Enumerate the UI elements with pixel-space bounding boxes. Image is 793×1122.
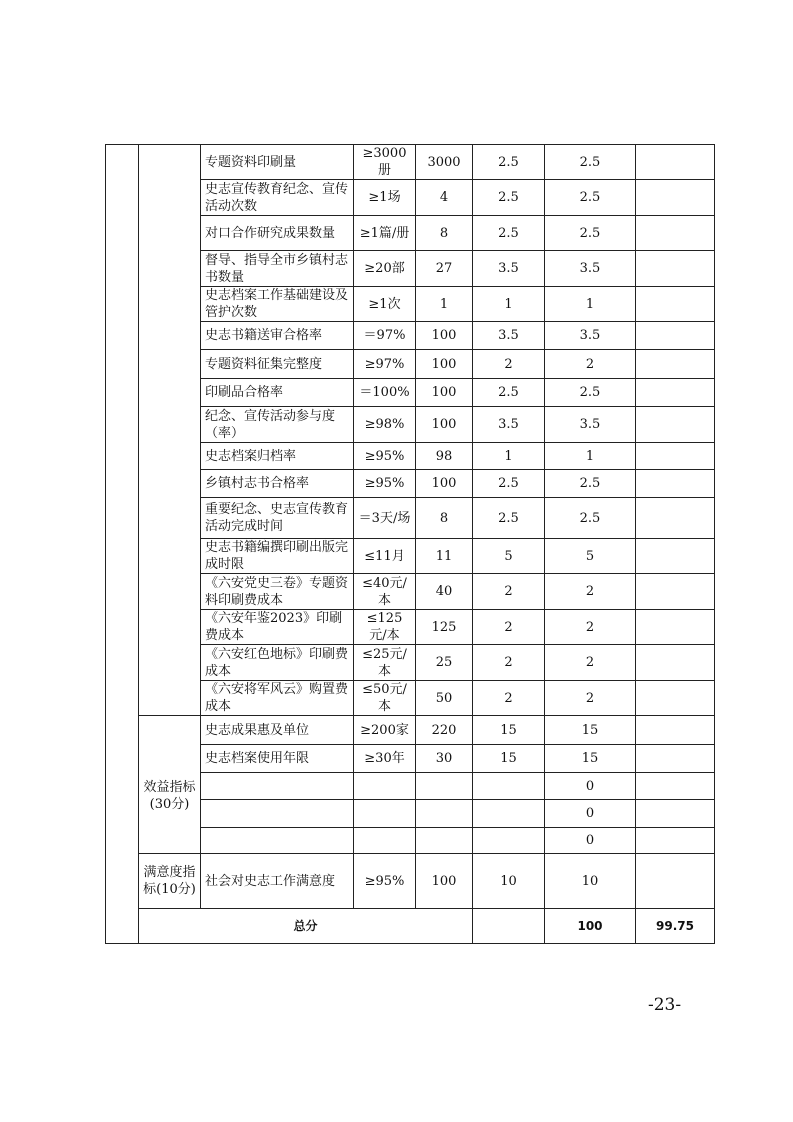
weight-value: 10 <box>473 854 545 909</box>
indicator-name: 《六安党史三卷》专题资料印刷费成本 <box>201 574 354 610</box>
score-value: 2 <box>545 610 636 645</box>
indicator-name: 史志档案工作基础建设及管护次数 <box>201 287 354 322</box>
actual-value: 100 <box>416 470 473 498</box>
total-row <box>106 909 715 944</box>
performance-table <box>105 144 715 944</box>
remark-cell <box>636 498 715 539</box>
score-value: 1 <box>545 443 636 470</box>
remark-cell <box>636 180 715 216</box>
actual-value: 100 <box>416 350 473 379</box>
target-value: ≥1次 <box>354 287 416 322</box>
actual-value <box>416 828 473 854</box>
remark-cell <box>636 681 715 716</box>
weight-value: 2 <box>473 574 545 610</box>
score-value: 5 <box>545 539 636 574</box>
weight-value: 5 <box>473 539 545 574</box>
remark-cell <box>636 854 715 909</box>
actual-value: 220 <box>416 716 473 745</box>
remark-cell <box>636 539 715 574</box>
remark-cell <box>636 322 715 350</box>
indicator-name: 史志宣传教育纪念、宣传活动次数 <box>201 180 354 216</box>
actual-value: 98 <box>416 443 473 470</box>
actual-value: 100 <box>416 322 473 350</box>
indicator-name: 《六安红色地标》印刷费成本 <box>201 645 354 681</box>
target-value: ＝97% <box>354 322 416 350</box>
score-value: 2 <box>545 350 636 379</box>
indicator-name: 对口合作研究成果数量 <box>201 216 354 251</box>
target-value: ≥95% <box>354 854 416 909</box>
target-value: ≥98% <box>354 407 416 443</box>
target-value: ≥95% <box>354 443 416 470</box>
target-value <box>354 800 416 828</box>
weight-value: 3.5 <box>473 407 545 443</box>
score-value: 1 <box>545 287 636 322</box>
actual-value: 27 <box>416 251 473 287</box>
actual-value: 125 <box>416 610 473 645</box>
target-value: ≤40元/本 <box>354 574 416 610</box>
score-value: 2 <box>545 645 636 681</box>
indicator-name: 史志档案归档率 <box>201 443 354 470</box>
indicator-name: 《六安年鉴2023》印刷费成本 <box>201 610 354 645</box>
weight-value: 1 <box>473 287 545 322</box>
indicator-name <box>201 828 354 854</box>
indicator-name: 纪念、宣传活动参与度（率） <box>201 407 354 443</box>
remark-cell <box>636 716 715 745</box>
remark-cell <box>636 773 715 800</box>
score-value: 2.5 <box>545 180 636 216</box>
target-value: ≤125元/本 <box>354 610 416 645</box>
target-value: ≥95% <box>354 470 416 498</box>
score-value: 2.5 <box>545 498 636 539</box>
score-value: 3.5 <box>545 407 636 443</box>
actual-value: 40 <box>416 574 473 610</box>
weight-value <box>473 828 545 854</box>
score-value: 0 <box>545 828 636 854</box>
indicator-name: 史志成果惠及单位 <box>201 716 354 745</box>
total-score: 99.75 <box>636 909 715 944</box>
target-value <box>354 773 416 800</box>
target-value: ≥1场 <box>354 180 416 216</box>
weight-value: 2.5 <box>473 498 545 539</box>
score-value: 2.5 <box>545 470 636 498</box>
indicator-name: 重要纪念、史志宣传教育活动完成时间 <box>201 498 354 539</box>
score-value: 2.5 <box>545 216 636 251</box>
score-value: 3.5 <box>545 251 636 287</box>
weight-value: 1 <box>473 443 545 470</box>
indicator-name: 督导、指导全市乡镇村志书数量 <box>201 251 354 287</box>
indicator-name <box>201 800 354 828</box>
actual-value: 25 <box>416 645 473 681</box>
remark-cell <box>636 470 715 498</box>
target-value: ≤50元/本 <box>354 681 416 716</box>
target-value: ≥200家 <box>354 716 416 745</box>
weight-value: 2.5 <box>473 379 545 407</box>
level2-cell-output <box>139 145 201 716</box>
indicator-name <box>201 773 354 800</box>
remark-cell <box>636 287 715 322</box>
remark-cell <box>636 610 715 645</box>
remark-cell <box>636 379 715 407</box>
target-value: ≥30年 <box>354 745 416 773</box>
weight-value: 15 <box>473 716 545 745</box>
weight-value: 2 <box>473 645 545 681</box>
remark-cell <box>636 574 715 610</box>
indicator-name: 史志书籍送审合格率 <box>201 322 354 350</box>
score-value: 2 <box>545 681 636 716</box>
score-value: 2 <box>545 574 636 610</box>
target-value: ＝100% <box>354 379 416 407</box>
target-value: ≤11月 <box>354 539 416 574</box>
weight-value: 2.5 <box>473 145 545 180</box>
indicator-name: 《六安将军风云》购置费成本 <box>201 681 354 716</box>
benefit-indicator-label: 效益指标(30分) <box>139 716 201 854</box>
indicator-name: 乡镇村志书合格率 <box>201 470 354 498</box>
remark-cell <box>636 828 715 854</box>
actual-value: 1 <box>416 287 473 322</box>
remark-cell <box>636 745 715 773</box>
weight-value: 2.5 <box>473 470 545 498</box>
score-value: 0 <box>545 800 636 828</box>
weight-value: 3.5 <box>473 322 545 350</box>
table-row <box>106 716 715 745</box>
weight-value <box>473 773 545 800</box>
indicator-name: 史志书籍编撰印刷出版完成时限 <box>201 539 354 574</box>
actual-value: 8 <box>416 498 473 539</box>
total-actual <box>473 909 545 944</box>
actual-value: 8 <box>416 216 473 251</box>
indicator-name: 专题资料征集完整度 <box>201 350 354 379</box>
remark-cell <box>636 251 715 287</box>
weight-value: 2 <box>473 610 545 645</box>
level1-cell <box>106 145 139 944</box>
weight-value <box>473 800 545 828</box>
score-value: 10 <box>545 854 636 909</box>
score-value: 0 <box>545 773 636 800</box>
actual-value: 100 <box>416 854 473 909</box>
indicator-name: 专题资料印刷量 <box>201 145 354 180</box>
remark-cell <box>636 645 715 681</box>
score-value: 3.5 <box>545 322 636 350</box>
actual-value <box>416 800 473 828</box>
target-value: ≥1篇/册 <box>354 216 416 251</box>
weight-value: 2 <box>473 350 545 379</box>
table-row <box>106 854 715 909</box>
remark-cell <box>636 145 715 180</box>
indicator-name: 史志档案使用年限 <box>201 745 354 773</box>
indicator-name: 印刷品合格率 <box>201 379 354 407</box>
actual-value: 100 <box>416 379 473 407</box>
score-value: 2.5 <box>545 379 636 407</box>
actual-value <box>416 773 473 800</box>
target-value: ≥97% <box>354 350 416 379</box>
table-row <box>106 145 715 180</box>
page-number: -23- <box>648 995 682 1015</box>
total-weight: 100 <box>545 909 636 944</box>
target-value: ≤25元/本 <box>354 645 416 681</box>
actual-value: 3000 <box>416 145 473 180</box>
actual-value: 100 <box>416 407 473 443</box>
target-value: ≥3000册 <box>354 145 416 180</box>
actual-value: 30 <box>416 745 473 773</box>
target-value: ＝3天/场 <box>354 498 416 539</box>
remark-cell <box>636 800 715 828</box>
weight-value: 15 <box>473 745 545 773</box>
satisfaction-indicator-label: 满意度指标(10分) <box>139 854 201 909</box>
remark-cell <box>636 407 715 443</box>
score-value: 2.5 <box>545 145 636 180</box>
actual-value: 4 <box>416 180 473 216</box>
remark-cell <box>636 216 715 251</box>
actual-value: 11 <box>416 539 473 574</box>
total-label: 总分 <box>139 909 473 944</box>
weight-value: 3.5 <box>473 251 545 287</box>
weight-value: 2.5 <box>473 216 545 251</box>
remark-cell <box>636 443 715 470</box>
actual-value: 50 <box>416 681 473 716</box>
weight-value: 2 <box>473 681 545 716</box>
score-value: 15 <box>545 745 636 773</box>
indicator-name: 社会对史志工作满意度 <box>201 854 354 909</box>
weight-value: 2.5 <box>473 180 545 216</box>
remark-cell <box>636 350 715 379</box>
target-value: ≥20部 <box>354 251 416 287</box>
score-value: 15 <box>545 716 636 745</box>
target-value <box>354 828 416 854</box>
